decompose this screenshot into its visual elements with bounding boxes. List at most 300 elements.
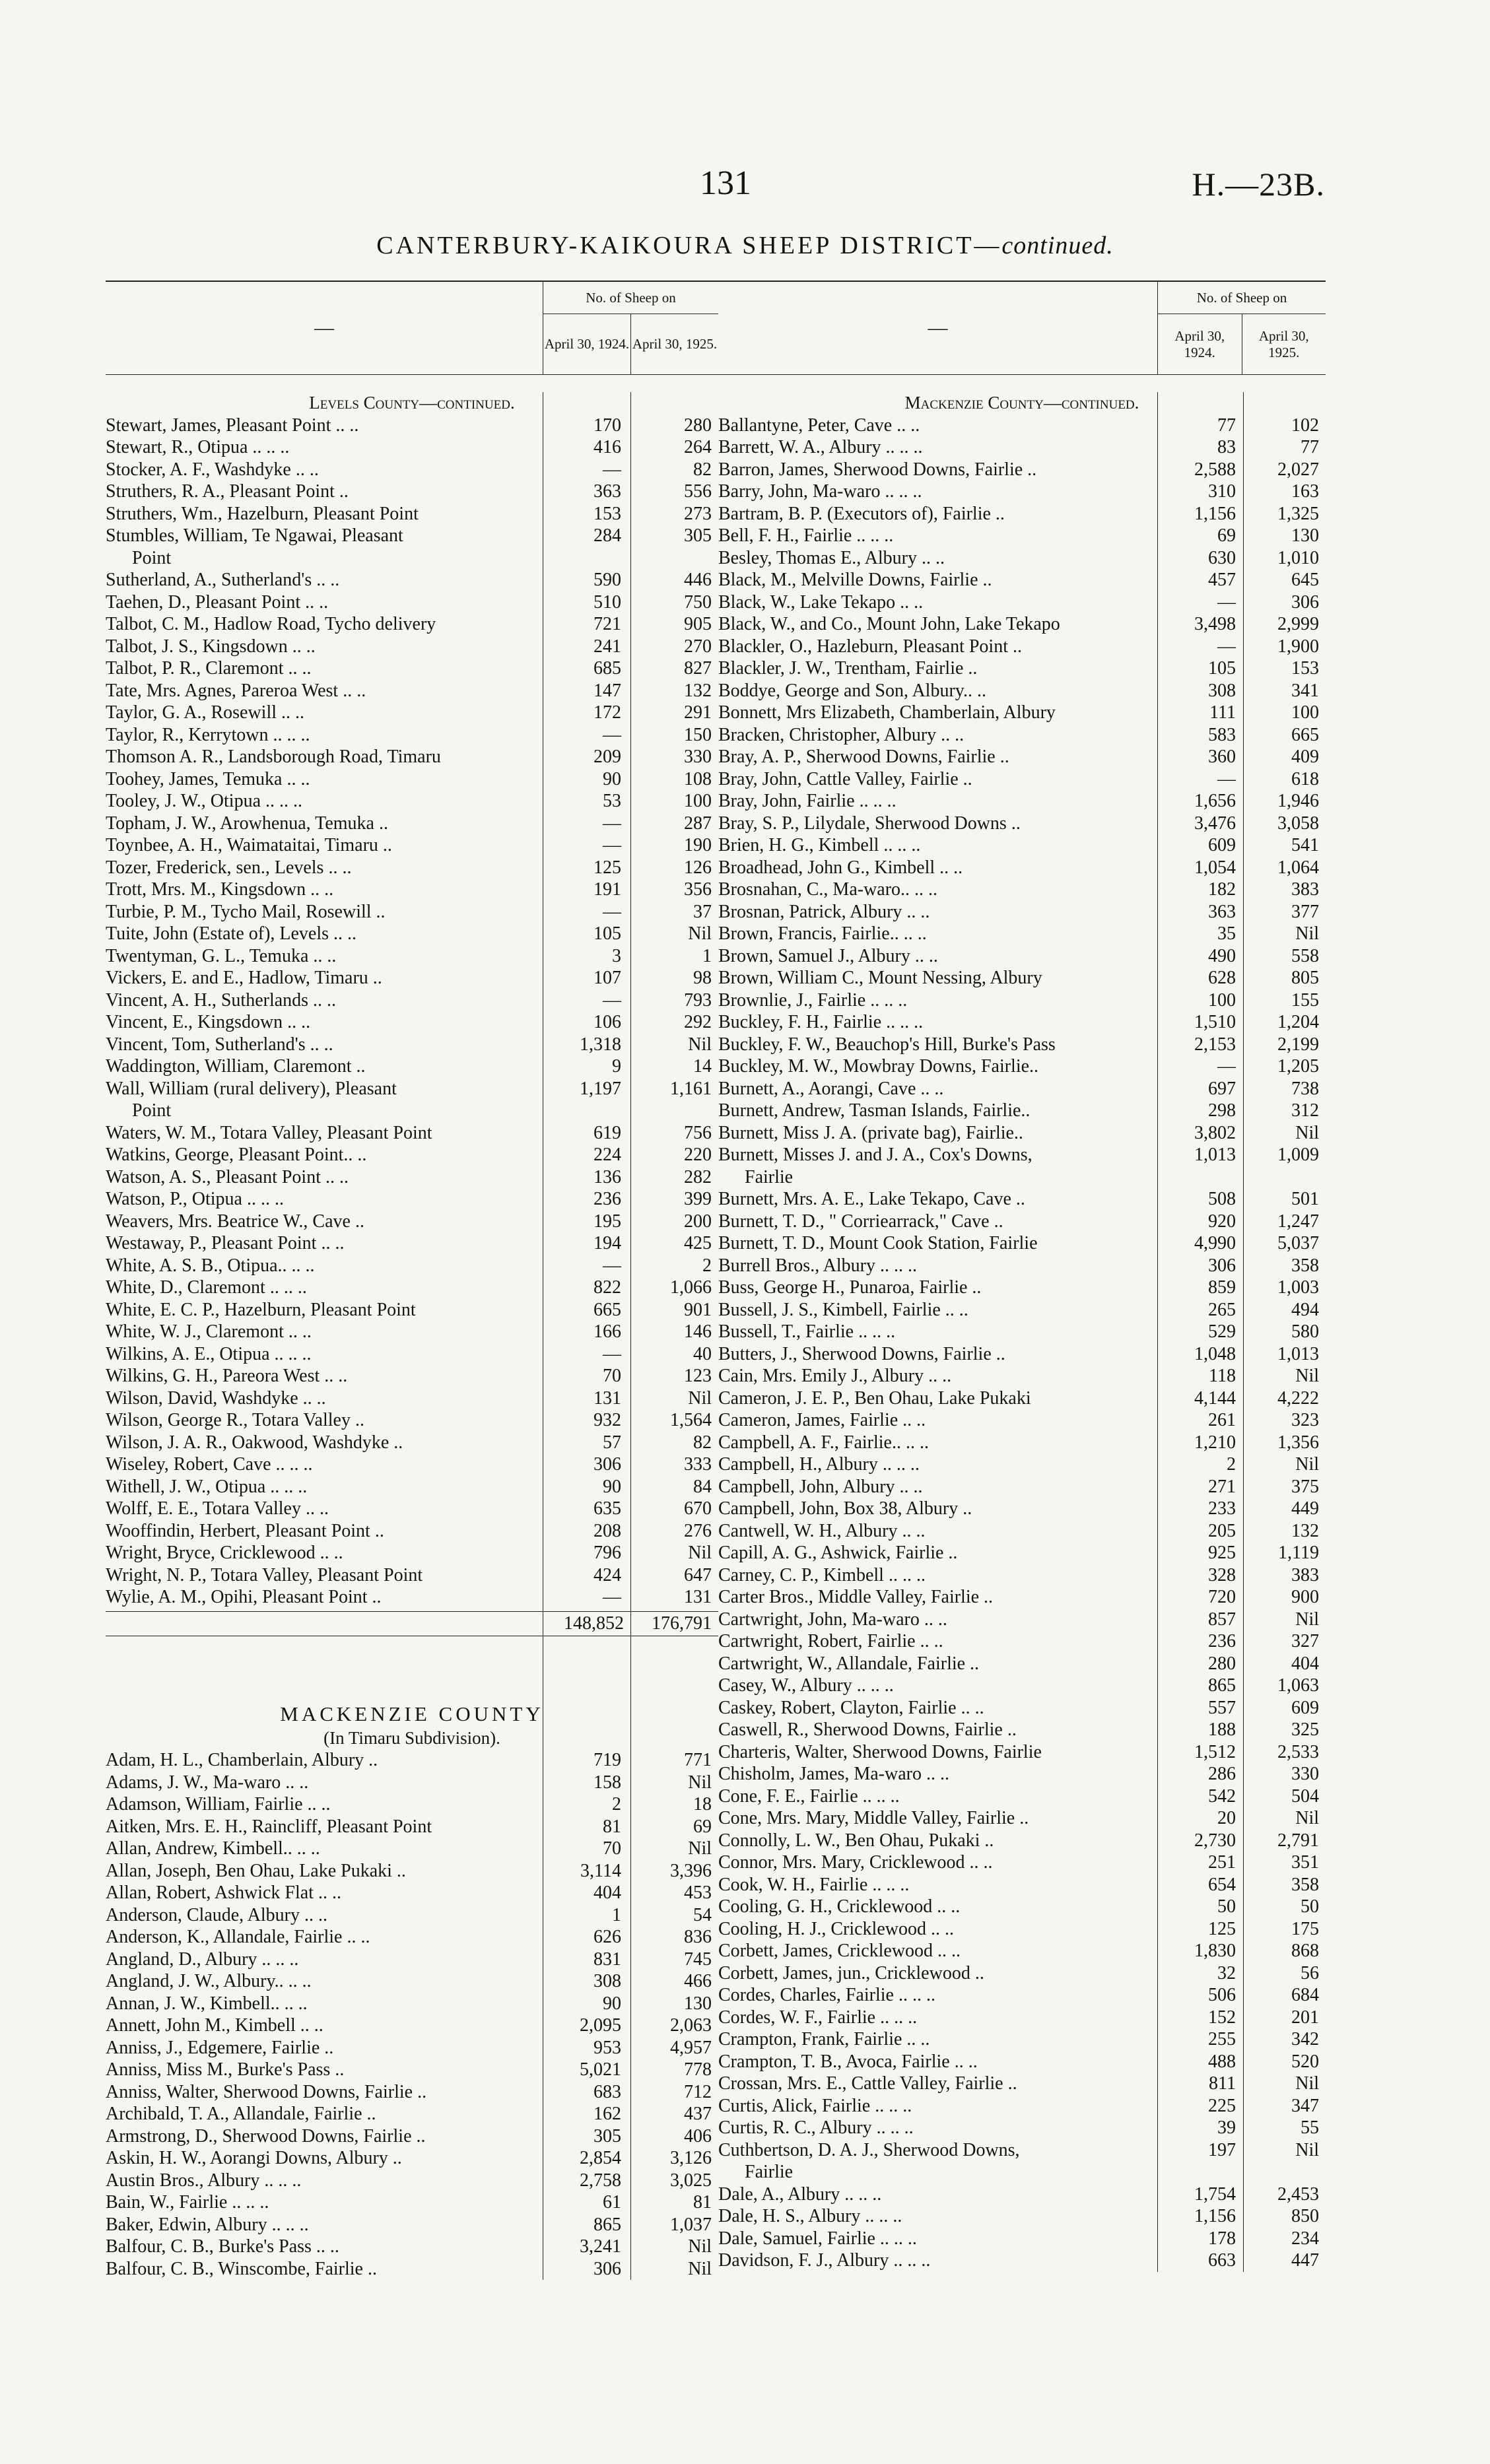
sheep-1925: 541 — [1291, 835, 1319, 855]
sheep-1925: 305 — [684, 525, 712, 546]
table-row — [718, 1896, 1326, 1918]
sheep-1925: 81 — [693, 2192, 712, 2213]
table-row — [106, 1926, 718, 1948]
sheep-1925: 4,222 — [1277, 1387, 1319, 1409]
sheep-1925: 292 — [684, 1012, 712, 1032]
sheep-1924: — — [1217, 768, 1236, 789]
sheep-1925: Nil — [1295, 2073, 1319, 2094]
owner-name: Cameron, J. E. P., Ben Ohau, Lake Pukaki — [718, 1387, 1031, 1409]
sheep-1924: 9 — [612, 1056, 621, 1077]
table-row — [718, 724, 1326, 747]
sheep-1924 — [543, 1100, 630, 1122]
owner-name: Campbell, John, Box 38, Albury .. — [718, 1498, 972, 1519]
owner-name: Trott, Mrs. M., Kingsdown .. .. — [106, 879, 334, 900]
sheep-1924: 1,013 — [1194, 1145, 1236, 1165]
owner-name: Withell, J. W., Otipua .. .. .. — [106, 1476, 308, 1497]
table-row — [718, 790, 1326, 813]
sheep-count-heading: No. of Sheep on — [1158, 282, 1326, 314]
sheep-1925: 805 — [1291, 968, 1319, 988]
right-rows — [718, 415, 1326, 2272]
table-row — [718, 1432, 1326, 1454]
sheep-1924: 105 — [593, 923, 621, 944]
sheep-1925: 447 — [1291, 2250, 1319, 2271]
table-row — [106, 1432, 718, 1454]
owner-name: Vickers, E. and E., Hadlow, Timaru .. — [106, 968, 382, 988]
sheep-1924: 360 — [1208, 747, 1236, 767]
table-row — [718, 1498, 1326, 1520]
sheep-1925: 1,946 — [1277, 791, 1319, 811]
sheep-1924 — [1157, 1166, 1245, 1189]
sheep-1924: 811 — [1209, 2073, 1236, 2094]
table-row — [106, 2014, 718, 2037]
owner-name: White, E. C. P., Hazelburn, Pleasant Point — [106, 1299, 416, 1320]
sheep-1924: 255 — [1208, 2029, 1236, 2049]
table-row — [106, 945, 718, 968]
sheep-1925: 130 — [1291, 525, 1319, 546]
owner-name: Bonnett, Mrs Elizabeth, Chamberlain, Albury — [718, 702, 1056, 723]
sheep-1924: 404 — [593, 1882, 621, 1903]
table-row — [718, 2095, 1326, 2117]
owner-name: Annan, J. W., Kimbell.. .. .. — [106, 1993, 308, 2014]
sheep-1925: 37 — [693, 901, 712, 922]
owner-name: Cooling, G. H., Cricklewood .. .. — [718, 1896, 961, 1917]
table-row — [106, 2191, 718, 2214]
owner-name: White, W. J., Claremont .. .. — [106, 1321, 312, 1342]
table-row — [106, 1144, 718, 1166]
table-row — [106, 503, 718, 525]
sheep-1925: 155 — [1291, 989, 1319, 1011]
sheep-1924: 286 — [1208, 1764, 1236, 1784]
owner-name: Blackler, O., Hazleburn, Pleasant Point .. — [718, 636, 1022, 657]
sheep-1924: 118 — [1209, 1366, 1236, 1386]
table-row — [106, 2125, 718, 2148]
table-row — [718, 945, 1326, 968]
sheep-1925: Nil — [1295, 1808, 1319, 1828]
sheep-1924: 195 — [593, 1211, 621, 1232]
sheep-1924: 5,021 — [580, 2059, 621, 2080]
sheep-1924: 265 — [1208, 1299, 1236, 1320]
owner-name: Cuthbertson, D. A. J., Sherwood Downs, — [718, 2139, 1020, 2160]
sheep-1925: 333 — [684, 1454, 712, 1475]
table-row — [106, 2037, 718, 2059]
sheep-1925: 1 — [702, 945, 712, 966]
sheep-1925: 14 — [693, 1056, 712, 1077]
sheep-1924: 1,156 — [1194, 503, 1236, 524]
sheep-1925: 404 — [1291, 1653, 1319, 1674]
sheep-1925: 1,063 — [1277, 1675, 1319, 1696]
sheep-1925: Nil — [1295, 923, 1319, 944]
sheep-1925: 647 — [684, 1564, 712, 1585]
sheep-1924: 178 — [1208, 2228, 1236, 2249]
sheep-1925: 358 — [1291, 1255, 1319, 1276]
sheep-1925: 558 — [1291, 945, 1319, 966]
sheep-1925: 771 — [684, 1750, 712, 1770]
owner-name: Struthers, Wm., Hazelburn, Pleasant Point — [106, 503, 419, 524]
sheep-1925: 330 — [684, 747, 712, 767]
sheep-1925: 341 — [1291, 680, 1319, 701]
table-row — [718, 415, 1326, 437]
owner-name: Taylor, G. A., Rosewill .. .. — [106, 702, 305, 723]
sheep-1925: 123 — [684, 1366, 712, 1386]
sheep-1925: 356 — [684, 879, 712, 900]
table-row — [106, 547, 718, 570]
sheep-1924: 508 — [1208, 1189, 1236, 1209]
sheep-1924: 166 — [593, 1321, 621, 1342]
sheep-1924: 158 — [593, 1772, 621, 1793]
table-row — [718, 2139, 1326, 2162]
owner-name: Barrett, W. A., Albury .. .. .. — [718, 437, 923, 457]
sheep-1925: 306 — [1291, 591, 1319, 613]
sheep-1924: 280 — [1208, 1653, 1236, 1674]
sheep-1924: 2,854 — [580, 2148, 621, 2168]
table-row — [106, 1816, 718, 1838]
owner-name: Angland, J. W., Albury.. .. .. — [106, 1971, 312, 1991]
sheep-1925: 1,119 — [1278, 1543, 1319, 1563]
owner-name: Turbie, P. M., Tycho Mail, Rosewill .. — [106, 901, 386, 922]
owner-name: Tooley, J. W., Otipua .. .. .. — [106, 791, 302, 811]
owner-name: Black, W., and Co., Mount John, Lake Tekapo — [718, 614, 1060, 634]
owner-name: Burnett, Miss J. A. (private bag), Fairlie.. — [718, 1122, 1023, 1143]
sheep-1925: 276 — [684, 1520, 712, 1541]
owner-name: Taehen, D., Pleasant Point .. .. — [106, 591, 329, 613]
table-row — [718, 436, 1326, 459]
table-row — [718, 1055, 1326, 1078]
table-row — [718, 1630, 1326, 1653]
sheep-1925: 1,247 — [1277, 1211, 1319, 1232]
table-row — [718, 547, 1326, 570]
sheep-1924: 557 — [1208, 1697, 1236, 1718]
sheep-1925: 425 — [684, 1233, 712, 1253]
left-table-body — [106, 392, 718, 2280]
table-row — [718, 1255, 1326, 1277]
sheep-1925 — [1245, 2161, 1326, 2183]
sheep-1925: Nil — [688, 2236, 712, 2257]
sheep-1924: 457 — [1208, 570, 1236, 590]
owner-name: Burnett, T. D., Mount Cook Station, Fairlie — [718, 1233, 1038, 1253]
sheep-1924: 510 — [593, 591, 621, 613]
sheep-1925: 827 — [684, 658, 712, 679]
sheep-1925: 330 — [1291, 1764, 1319, 1784]
sheep-1924: 1,512 — [1194, 1741, 1236, 1762]
owner-name: Toynbee, A. H., Waimataitai, Timaru .. — [106, 835, 392, 855]
owner-name: Carney, C. P., Kimbell .. .. .. — [718, 1564, 926, 1585]
sheep-1924: 35 — [1217, 923, 1236, 944]
table-row — [718, 613, 1326, 636]
sheep-1924: 363 — [593, 481, 621, 502]
table-row — [718, 1188, 1326, 1211]
table-row — [106, 1993, 718, 2015]
sheep-1924: 626 — [593, 1927, 621, 1947]
sheep-1925: 2,063 — [670, 2015, 712, 2036]
table-row — [106, 2103, 718, 2125]
table-row — [718, 2228, 1326, 2250]
table-row — [718, 1277, 1326, 1299]
owner-name: Adams, J. W., Ma-waro .. .. — [106, 1772, 309, 1793]
owner-name: Cook, W. H., Fairlie .. .. .. — [718, 1874, 910, 1895]
owner-name: Tozer, Frederick, sen., Levels .. .. — [106, 857, 352, 878]
sheep-1924: 125 — [593, 857, 621, 878]
table-row — [718, 1365, 1326, 1387]
sheep-1925: 1,013 — [1277, 1343, 1319, 1364]
owner-name: Austin Bros., Albury .. .. .. — [106, 2170, 302, 2191]
owner-name: Cone, Mrs. Mary, Middle Valley, Fairlie .. — [718, 1808, 1029, 1828]
sheep-1925: 56 — [1301, 1962, 1319, 1983]
owner-name: Angland, D., Albury .. .. .. — [106, 1948, 299, 1970]
sheep-1924: — — [603, 1343, 621, 1364]
owner-name: Struthers, R. A., Pleasant Point .. — [106, 481, 349, 502]
table-row — [106, 2236, 718, 2258]
sheep-1924: 859 — [1208, 1277, 1236, 1298]
owner-name: Chisholm, James, Ma-waro .. .. — [718, 1764, 949, 1784]
table-row — [106, 1078, 718, 1100]
sheep-1924: 590 — [593, 570, 621, 590]
sheep-1924: 1,048 — [1194, 1343, 1236, 1364]
owner-name: Bracken, Christopher, Albury .. .. — [718, 724, 965, 745]
table-row — [718, 1807, 1326, 1830]
sheep-1925: 200 — [684, 1211, 712, 1232]
sheep-1924: 628 — [1208, 968, 1236, 988]
owner-name: Campbell, John, Albury .. .. — [718, 1476, 923, 1497]
table-row — [718, 459, 1326, 481]
table-row — [106, 1520, 718, 1543]
sheep-1924: — — [603, 901, 621, 922]
owner-name: Westaway, P., Pleasant Point .. .. — [106, 1233, 345, 1253]
right-table-body — [718, 392, 1326, 2272]
table-row — [106, 813, 718, 835]
table-row — [718, 1409, 1326, 1432]
sheep-1925: 55 — [1301, 2117, 1319, 2138]
owner-name: Brown, Samuel J., Albury .. .. — [718, 945, 938, 966]
table-row — [718, 989, 1326, 1012]
sheep-1925: 234 — [1291, 2228, 1319, 2249]
owner-name: Cain, Mrs. Emily J., Albury .. .. — [718, 1366, 952, 1386]
sheep-1924: 105 — [1208, 658, 1236, 679]
sheep-1924: 3,802 — [1194, 1122, 1236, 1143]
table-row — [106, 1277, 718, 1299]
table-row — [718, 2183, 1326, 2206]
sheep-1924: 630 — [1208, 547, 1236, 568]
sheep-1925: 900 — [1291, 1587, 1319, 1607]
sheep-1925: 287 — [684, 813, 712, 834]
sheep-1924: 90 — [603, 1993, 621, 2014]
owner-name: Brien, H. G., Kimbell .. .. .. — [718, 835, 921, 855]
owner-name: Dale, A., Albury .. .. .. — [718, 2183, 882, 2205]
table-row — [106, 1860, 718, 1882]
owner-name: Corbett, James, jun., Cricklewood .. — [718, 1962, 984, 1983]
county-total-row — [106, 1611, 718, 1636]
sheep-1924: 2,588 — [1194, 459, 1236, 480]
sheep-1925: 3,025 — [670, 2170, 712, 2191]
table-row — [718, 1078, 1326, 1100]
sheep-1924: 1,197 — [580, 1078, 621, 1099]
table-row — [106, 1299, 718, 1321]
owner-name: Wilson, George R., Totara Valley .. — [106, 1410, 364, 1430]
sheep-1925: 738 — [1291, 1078, 1319, 1099]
sheep-1924: — — [1217, 1056, 1236, 1077]
sheep-1924: 61 — [603, 2192, 621, 2213]
sheep-1924: 57 — [603, 1432, 621, 1453]
sheep-1925: 3,126 — [670, 2148, 712, 2168]
sheep-1924: 111 — [1209, 702, 1236, 723]
sheep-1924: 50 — [1217, 1896, 1236, 1917]
sheep-1925: 5,037 — [1277, 1233, 1319, 1253]
owner-name: Buckley, F. H., Fairlie .. .. .. — [718, 1012, 924, 1032]
owner-name: Davidson, F. J., Albury .. .. .. — [718, 2250, 931, 2271]
sheep-1924: 241 — [593, 636, 621, 657]
owner-name: Caswell, R., Sherwood Downs, Fairlie .. — [718, 1719, 1017, 1740]
table-row — [718, 967, 1326, 989]
sheep-1925: 793 — [684, 989, 712, 1011]
table-row — [718, 525, 1326, 547]
left-column — [106, 281, 718, 2280]
table-row — [718, 1653, 1326, 1675]
table-row — [106, 1055, 718, 1078]
sheep-1925: 2 — [702, 1255, 712, 1276]
table-row — [106, 1321, 718, 1343]
owner-name: Burnett, Mrs. A. E., Lake Tekapo, Cave .. — [718, 1189, 1025, 1209]
owner-name: Ballantyne, Peter, Cave .. .. — [718, 415, 920, 436]
sheep-1925: 383 — [1291, 1564, 1319, 1585]
table-row — [718, 1719, 1326, 1741]
table-row — [718, 569, 1326, 591]
sheep-1925: 190 — [684, 835, 712, 855]
sheep-1924: 925 — [1208, 1543, 1236, 1563]
owner-name: Topham, J. W., Arowhenua, Temuka .. — [106, 813, 388, 834]
sheep-1925: 665 — [1291, 724, 1319, 745]
table-row — [718, 1100, 1326, 1122]
owner-name: Allan, Robert, Ashwick Flat .. .. — [106, 1882, 341, 1903]
owner-name: Capill, A. G., Ashwick, Fairlie .. — [718, 1543, 958, 1563]
sheep-1924: — — [603, 989, 621, 1011]
owner-name: Annett, John M., Kimbell .. .. — [106, 2015, 323, 2036]
table-row — [718, 1232, 1326, 1255]
owner-name: Sutherland, A., Sutherland's .. .. — [106, 570, 340, 590]
sheep-1925: 82 — [693, 459, 712, 480]
sheep-1925: 504 — [1291, 1785, 1319, 1807]
sheep-1925: 327 — [1291, 1631, 1319, 1651]
owner-name: Wright, Bryce, Cricklewood .. .. — [106, 1543, 343, 1563]
table-row — [718, 702, 1326, 724]
owner-name: Waddington, William, Claremont .. — [106, 1056, 366, 1077]
sheep-1924: 209 — [593, 747, 621, 767]
sheep-1924: 831 — [593, 1948, 621, 1970]
sheep-1924: 542 — [1208, 1785, 1236, 1807]
sheep-1924: 70 — [603, 1366, 621, 1386]
owner-name: Barry, John, Ma-waro .. .. .. — [718, 481, 922, 502]
sheep-1925: 273 — [684, 503, 712, 524]
table-row — [106, 2147, 718, 2170]
owner-name: Burnett, Misses J. and J. A., Cox's Downs, — [718, 1145, 1033, 1165]
sheep-1925 — [1245, 1166, 1326, 1189]
sheep-1925: Nil — [688, 1387, 712, 1409]
owner-name: Wall, William (rural delivery), Pleasant — [106, 1078, 397, 1099]
year-1925-header: April 30, 1925. — [632, 336, 718, 352]
sheep-1925: 684 — [1291, 1985, 1319, 2005]
table-row — [106, 1232, 718, 1255]
sheep-1925: 618 — [1291, 768, 1319, 789]
sheep-1925: 1,010 — [1277, 547, 1319, 568]
owner-name: Toohey, James, Temuka .. .. — [106, 768, 310, 789]
table-row — [718, 503, 1326, 525]
owner-name: Stewart, James, Pleasant Point .. .. — [106, 415, 359, 436]
sheep-1925: 69 — [693, 1816, 712, 1837]
sheep-1924: 1,754 — [1194, 2183, 1236, 2205]
section-heading-mackenzie: MACKENZIE COUNTY — [280, 1702, 544, 1725]
table-row — [718, 1034, 1326, 1056]
owner-name: Anderson, Claude, Albury .. .. — [106, 1904, 327, 1925]
sheep-1924: 188 — [1208, 1719, 1236, 1740]
owner-name: Dale, Samuel, Fairlie .. .. .. — [718, 2228, 917, 2249]
owner-name: Corbett, James, Cricklewood .. .. — [718, 1941, 961, 1961]
sheep-1924: 2,758 — [580, 2170, 621, 2191]
sheep-1924: 583 — [1208, 724, 1236, 745]
owner-name: Armstrong, D., Sherwood Downs, Fairlie .. — [106, 2125, 426, 2147]
owner-name: Brosnahan, C., Ma-waro.. .. .. — [718, 879, 938, 900]
table-row — [106, 1970, 718, 1993]
table-row — [718, 857, 1326, 879]
sheep-1925: 282 — [684, 1166, 712, 1187]
sheep-1924: 236 — [593, 1189, 621, 1209]
table-row — [718, 1564, 1326, 1587]
table-row — [106, 613, 718, 636]
table-row — [718, 1166, 1326, 1189]
sheep-1924: 298 — [1208, 1100, 1236, 1121]
owner-name: Connor, Mrs. Mary, Cricklewood .. .. — [718, 1852, 993, 1873]
sheep-1925: 98 — [693, 968, 712, 988]
sheep-1924: 308 — [1208, 680, 1236, 701]
sheep-1925: Nil — [688, 1543, 712, 1563]
owner-name: Tate, Mrs. Agnes, Pareroa West .. .. — [106, 680, 366, 701]
sheep-1925: 609 — [1291, 1697, 1319, 1718]
owner-name: Talbot, J. S., Kingsdown .. .. — [106, 636, 316, 657]
sheep-count-header — [1157, 282, 1326, 374]
table-row — [718, 636, 1326, 658]
owner-name: Stumbles, William, Te Ngawai, Pleasant — [106, 525, 403, 546]
sheep-1925: 1,064 — [1277, 857, 1319, 878]
sheep-1925: 126 — [684, 857, 712, 878]
table-row — [718, 1387, 1326, 1410]
sheep-1924: 1,656 — [1194, 791, 1236, 811]
sheep-1924: 306 — [593, 1454, 621, 1475]
table-row — [106, 2214, 718, 2236]
owner-name: Cantwell, W. H., Albury .. .. — [718, 1520, 926, 1541]
owner-name: White, A. S. B., Otipua.. .. .. — [106, 1255, 315, 1276]
sheep-1924: 3,476 — [1194, 813, 1236, 834]
table-row — [106, 1122, 718, 1145]
owner-name: Waters, W. M., Totara Valley, Pleasant Point — [106, 1122, 432, 1143]
table-row — [718, 901, 1326, 923]
owner-name: Bartram, B. P. (Executors of), Fairlie .. — [718, 503, 1005, 524]
sheep-1925: 2,999 — [1277, 614, 1319, 634]
table-row — [718, 2051, 1326, 2073]
sheep-1924: 654 — [1208, 1874, 1236, 1895]
sheep-1925: 453 — [684, 1882, 712, 1903]
sheep-1924: 920 — [1208, 1211, 1236, 1232]
sheep-1924: 663 — [1208, 2250, 1236, 2271]
sheep-1924: 2,095 — [580, 2015, 621, 2036]
owner-name: Blackler, J. W., Trentham, Fairlie .. — [718, 658, 978, 679]
sheep-1924: 2 — [1227, 1454, 1236, 1475]
table-row — [718, 879, 1326, 901]
sheep-1924: 271 — [1208, 1476, 1236, 1497]
sheep-1925: 901 — [684, 1299, 712, 1320]
sheep-1925: 347 — [1291, 2095, 1319, 2116]
sheep-1924: 53 — [603, 791, 621, 811]
sheep-1924: 609 — [1208, 835, 1236, 855]
owner-name: Campbell, A. F., Fairlie.. .. .. — [718, 1432, 929, 1453]
sheep-1924: 506 — [1208, 1985, 1236, 2005]
owner-name: Tuite, John (Estate of), Levels .. .. — [106, 923, 357, 944]
